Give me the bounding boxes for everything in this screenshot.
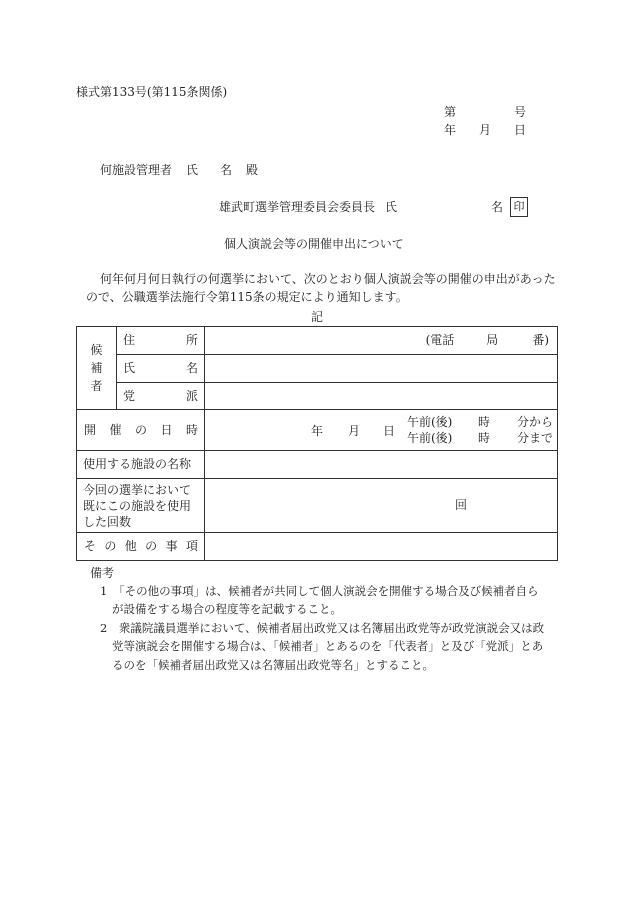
form-number: 様式第133号(第115条関係) (76, 85, 228, 99)
document-title: 個人演説会等の開催申出について (224, 237, 404, 251)
sender-mei: 名 (491, 200, 504, 214)
addressee-dono: 殿 (246, 163, 259, 177)
seal-mark: 印 (510, 197, 528, 217)
start-minute: 分から (517, 414, 554, 429)
phone-kyoku: 局 (486, 333, 499, 347)
times-used-label (77, 479, 205, 533)
address-value (205, 327, 558, 355)
start-hour: 時 (478, 414, 491, 429)
name-char-1: 氏 (123, 361, 136, 375)
other-char-6: 項 (185, 539, 198, 553)
date-year: 年 (444, 123, 457, 137)
name-value (205, 355, 558, 383)
address-char-1: 住 (123, 333, 136, 347)
doc-number-dai: 第 (444, 105, 457, 119)
candidate-label-cell (77, 327, 117, 410)
party-char-1: 党 (123, 388, 136, 403)
end-hour: 時 (478, 430, 491, 445)
notification-table (76, 326, 558, 561)
end-ampm: 午前(後) (407, 430, 453, 445)
times-unit: 回 (454, 498, 467, 512)
date-label-char-3: の (134, 422, 147, 437)
notes-title: 備考 (90, 566, 115, 580)
note-2-line1: 2 衆議院議員選挙において、候補者届出政党又は名簿届出政党等が政党演説会又は政 (100, 621, 545, 635)
other-char-5: 事 (165, 539, 178, 553)
body-text-line2: ので、公職選挙法施行令第115条の規定により通知します。 (86, 290, 408, 304)
start-ampm: 午前(後) (407, 414, 453, 429)
date-time-value (205, 410, 558, 451)
address-char-2: 所 (185, 333, 198, 347)
facility-label (77, 451, 205, 479)
party-label (117, 383, 205, 410)
date-label-char-4: 日 (160, 422, 173, 437)
ki-marker: 記 (311, 310, 324, 324)
date-month: 月 (479, 123, 492, 137)
facility-label-text: 使用する施設の名称 (83, 457, 192, 471)
note-1-line2: が設備をする場合の程度等を記載すること。 (112, 602, 342, 616)
date-label-char-2: 催 (109, 422, 122, 437)
name-char-2: 名 (185, 361, 198, 375)
other-char-4: の (145, 539, 158, 553)
note-2-line3: るのを「候補者届出政党又は名簿届出政党等名」とすること。 (112, 658, 434, 672)
date-label-cell (77, 410, 205, 451)
phone-open: (電話 (425, 333, 455, 347)
party-value (205, 383, 558, 410)
event-year: 年 (311, 423, 324, 438)
candidate-char-1: 候 (90, 343, 103, 357)
facility-value (205, 451, 558, 479)
other-char-1: そ (84, 539, 97, 553)
date-label-char-1: 開 (84, 422, 97, 437)
times-label-line3: した回数 (83, 514, 132, 529)
addressee-mei: 名 (220, 163, 233, 177)
other-items-value (205, 533, 558, 561)
other-items-label (77, 533, 205, 561)
other-char-3: 他 (124, 539, 137, 553)
times-label-line2: 既にこの施設を使用 (83, 498, 192, 513)
date-day: 日 (514, 123, 527, 137)
body-text-line1: 何年何月何日執行の何選挙において、次のとおり個人演説会等の開催の申出があった (100, 272, 556, 286)
candidate-char-3: 者 (90, 379, 103, 393)
sender-shi: 氏 (385, 200, 398, 214)
sender-label: 雄武町選挙管理委員会委員長 (219, 200, 376, 214)
event-day: 日 (383, 423, 396, 438)
other-char-2: の (104, 539, 117, 553)
note-2-line2: 党等演説会を開催する場合は、「候補者」とあるのを「代表者」と及び「党派」とあ (112, 639, 544, 653)
phone-ban: 番) (532, 333, 549, 347)
name-label (117, 355, 205, 383)
times-used-value (205, 479, 558, 533)
date-label-char-5: 時 (185, 422, 198, 437)
note-1-line1: 1 「その他の事項」は、候補者が共同して個人演説会を開催する場合及び候補者自ら (100, 584, 539, 598)
event-month: 月 (348, 423, 361, 438)
end-minute: 分まで (517, 430, 554, 445)
addressee-label: 何施設管理者 (100, 163, 173, 177)
times-label-line1: 今回の選挙において (83, 482, 192, 497)
party-char-2: 派 (185, 388, 198, 403)
address-label (117, 327, 205, 355)
addressee-shi: 氏 (186, 163, 199, 177)
candidate-char-2: 補 (90, 361, 103, 375)
doc-number-go: 号 (514, 105, 527, 119)
